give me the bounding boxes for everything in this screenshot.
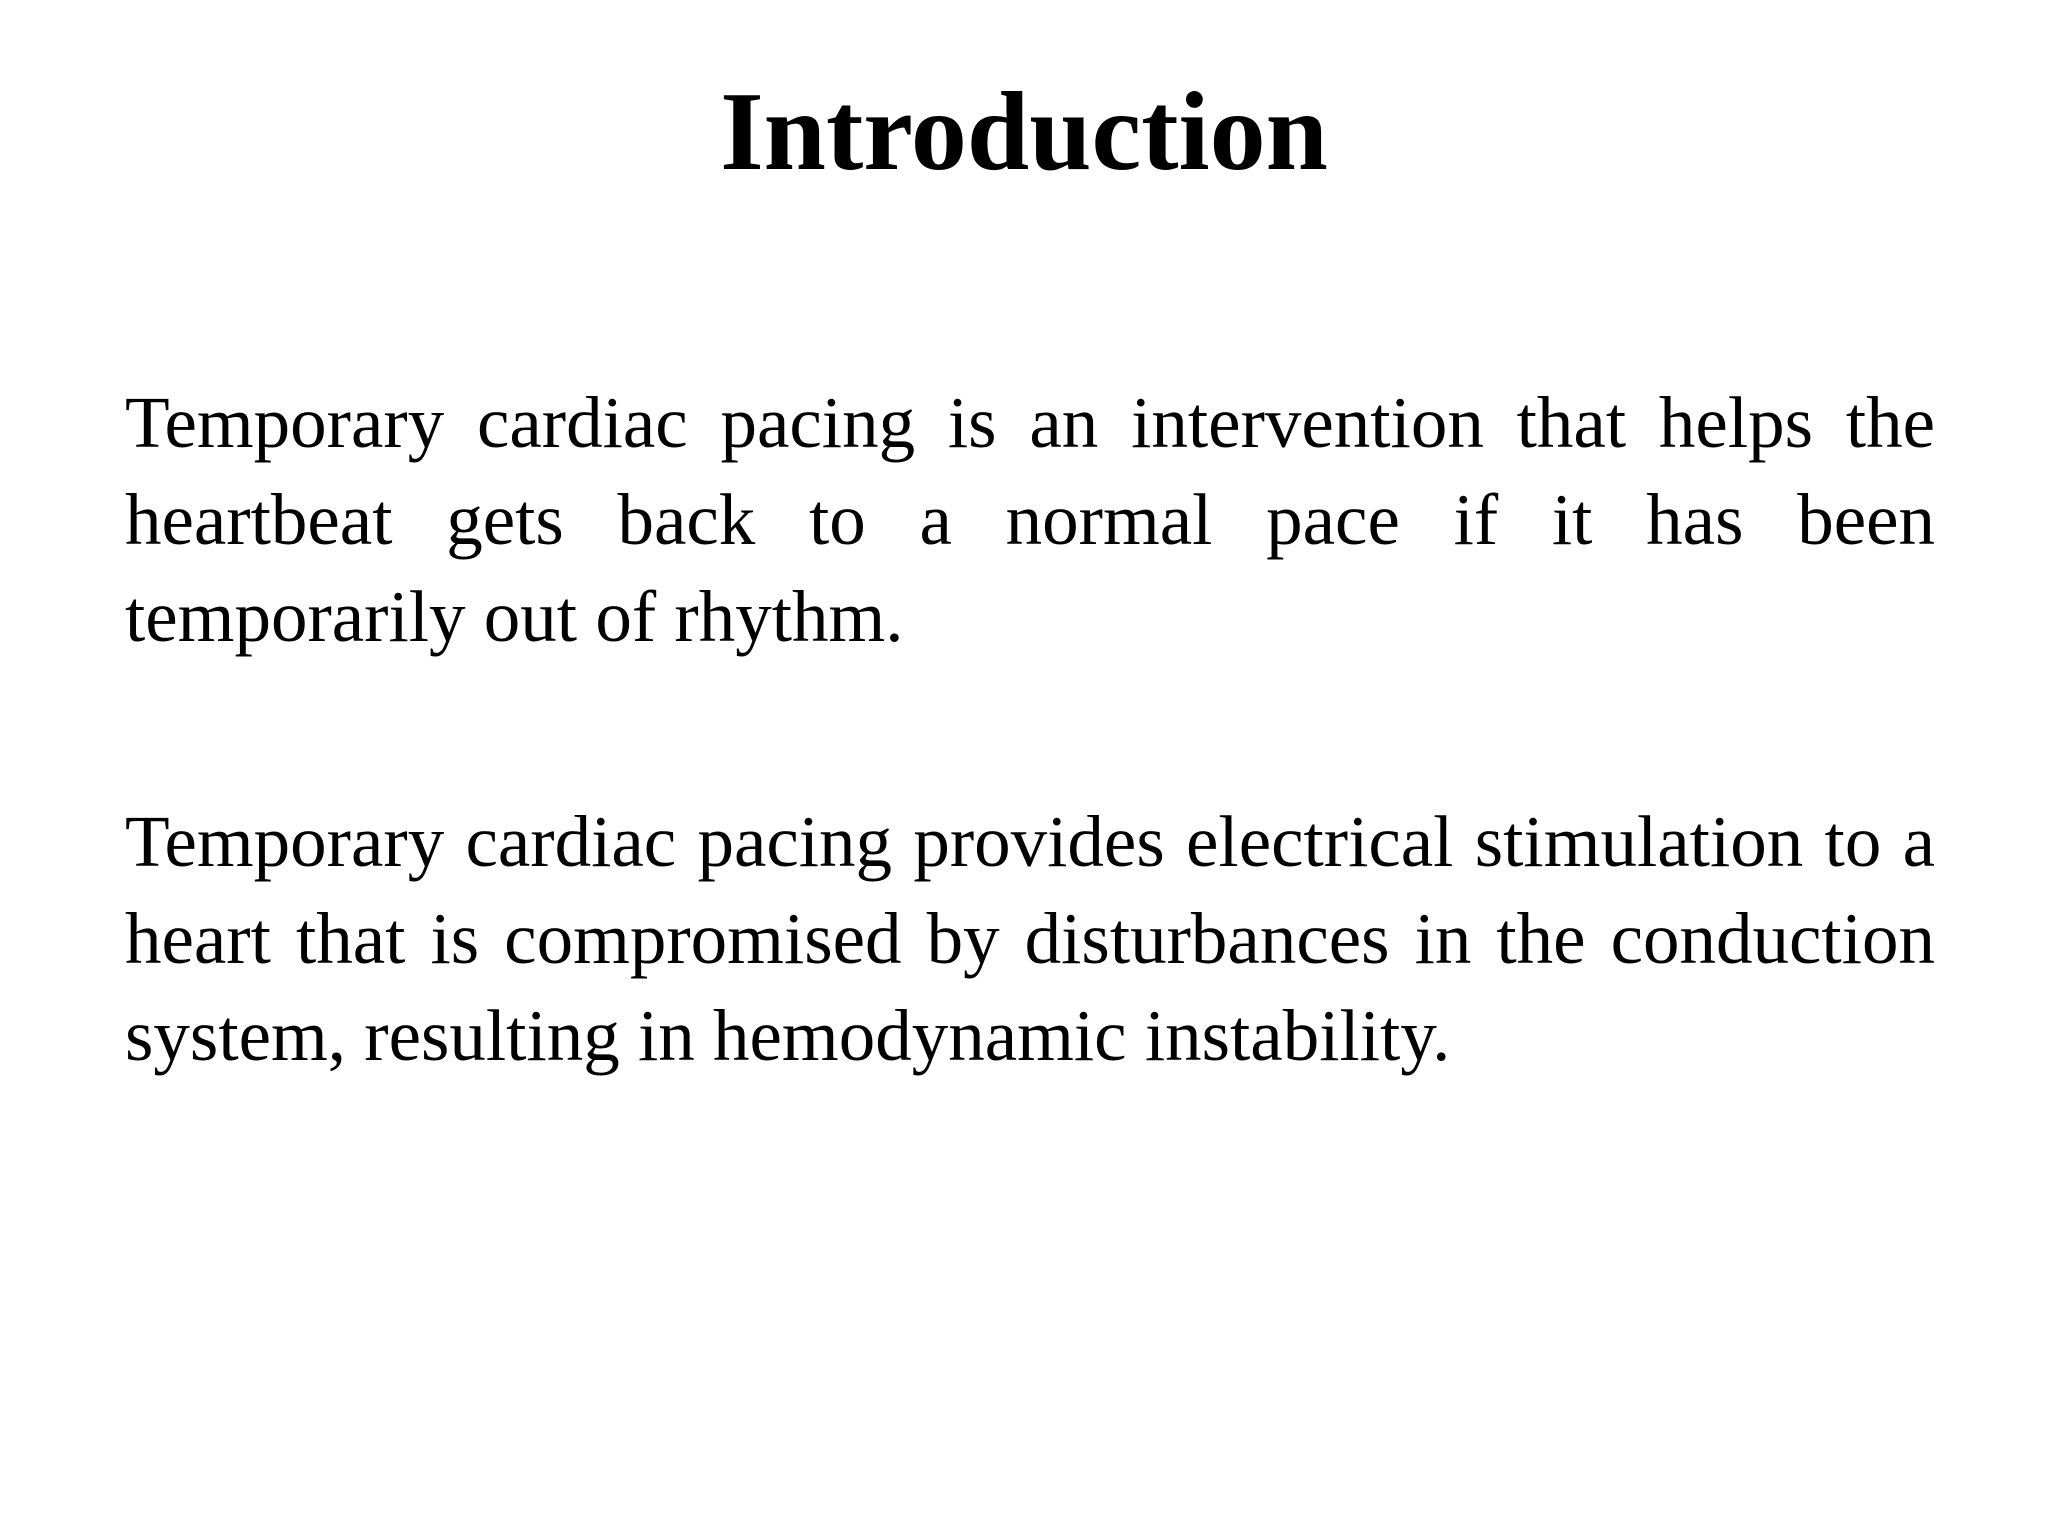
slide-title: Introduction xyxy=(720,70,1328,194)
paragraph-1: Temporary cardiac pacing is an intervention that helps the heartbeat gets back to a normal pace if it has been temporarily out of rhythm. xyxy=(125,382,1935,657)
slide-body xyxy=(125,374,1935,1084)
paragraph-2: Temporary cardiac pacing provides electrical stimulation to a heart that is compromised by disturbances in the conduction system, resulting in hemodynamic instability. xyxy=(125,801,1935,1076)
